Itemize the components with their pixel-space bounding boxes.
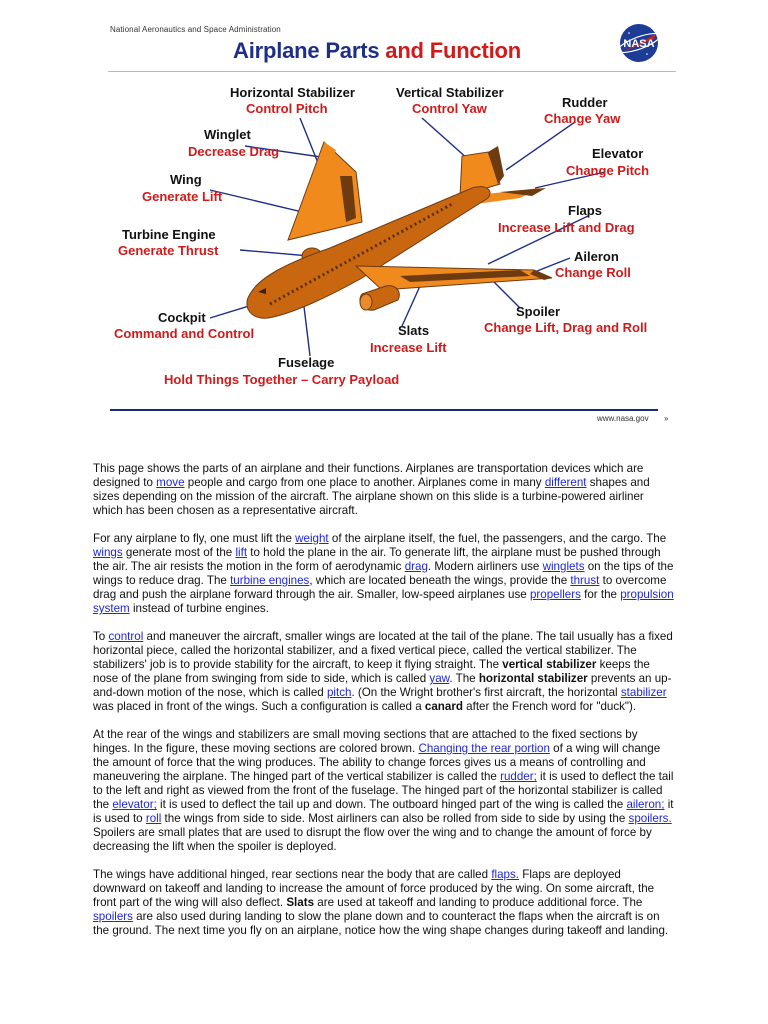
text-run: of a wing will change the amount of force that the wing produces. The ability to change forces gives us a means of controlling and maneuvering the airplane. The hinged part of the vertical stabilizer is called the bbox=[93, 742, 661, 783]
wing-function: Generate Lift bbox=[142, 189, 223, 204]
text-run: for the bbox=[580, 588, 621, 601]
article-link[interactable]: spoilers. bbox=[628, 812, 672, 825]
text-run: was placed in front of the wings. Such a configuration is called a bbox=[93, 700, 425, 713]
rudder-function: Change Yaw bbox=[544, 111, 621, 126]
spoiler-function: Change Lift, Drag and Roll bbox=[484, 320, 648, 335]
horizontal-stabilizer-function: Control Pitch bbox=[246, 101, 328, 116]
text-run: to overcome drag and push the airplane forward through the air. Smaller, low-speed airplanes use bbox=[93, 574, 667, 601]
article-link[interactable]: flaps. bbox=[491, 868, 520, 881]
winglet-label: Winglet bbox=[204, 127, 251, 142]
title-part-2: and Function bbox=[379, 38, 521, 63]
article-link[interactable]: control bbox=[108, 630, 144, 643]
wing-label: Wing bbox=[170, 172, 202, 187]
spoiler-label: Spoiler bbox=[516, 304, 561, 319]
figure-divider bbox=[110, 409, 658, 411]
article-link[interactable]: thrust bbox=[570, 574, 600, 587]
slats-function: Increase Lift bbox=[370, 340, 447, 355]
page-header bbox=[0, 0, 768, 80]
article-link[interactable]: yaw bbox=[429, 672, 450, 685]
cockpit-function: Command and Control bbox=[114, 326, 255, 341]
paragraph-stabilizers bbox=[93, 630, 675, 714]
slats-label: Slats bbox=[398, 323, 430, 338]
nasa-url: www.nasa.gov bbox=[597, 414, 649, 423]
flaps-label: Flaps bbox=[568, 203, 602, 218]
bold-term: Slats bbox=[286, 896, 315, 909]
text-run: generate most of the bbox=[122, 546, 236, 559]
text-run: The wings have additional hinged, rear sections near the body that are called bbox=[93, 868, 492, 881]
article-link[interactable]: propulsion system bbox=[93, 588, 674, 615]
text-run: shapes and sizes depending on the mission of the aircraft. The airplane shown on this slide is a turbine-powered airliner which has been chosen as a representative aircraft. bbox=[93, 476, 650, 517]
article-link[interactable]: move bbox=[156, 476, 185, 489]
text-run: keeps the nose of the plane from swinging from side to side, which is called bbox=[93, 658, 650, 685]
vertical-stabilizer-function: Control Yaw bbox=[412, 101, 487, 116]
text-run: Flaps are deployed downward on takeoff and landing to increase the amount of force produced by the wing. On some aircraft, the front part of the wing will also deflect. bbox=[93, 868, 655, 909]
text-run: . Modern airliners use bbox=[427, 560, 543, 573]
text-run: . The bbox=[449, 672, 479, 685]
article-link[interactable]: roll bbox=[145, 812, 162, 825]
text-run: people and cargo from one place to another. Airplanes come in many bbox=[184, 476, 545, 489]
article-link[interactable]: Changing the rear portion bbox=[418, 742, 550, 755]
article-link[interactable]: drag bbox=[404, 560, 428, 573]
winglet-function: Decrease Drag bbox=[188, 144, 280, 159]
text-run: and maneuver the aircraft, smaller wings are located at the tail of the plane. The tail usually has a fixed horizontal piece, called the horizontal stabilizer, and a fixed vertical piece, called the vertical stabilizer. The stabilizers' job is to provide stability for the aircraft, to keep it flying straight. The bbox=[93, 630, 673, 671]
article-link[interactable]: winglets bbox=[542, 560, 585, 573]
aileron-label: Aileron bbox=[574, 249, 619, 264]
paragraph-intro bbox=[93, 462, 675, 518]
vertical-stabilizer-label: Vertical Stabilizer bbox=[396, 85, 504, 100]
text-run: are used at takeoff and landing to produce additional force. The bbox=[314, 896, 643, 909]
article-link[interactable]: stabilizer bbox=[620, 686, 667, 699]
turbine-engine-function: Generate Thrust bbox=[118, 243, 219, 258]
text-run: it is used to deflect the tail to the left and right as viewed from the front of the fuselage. The hinged part of the horizontal stabilizer is called the bbox=[93, 770, 674, 811]
flaps-function: Increase Lift and Drag bbox=[498, 220, 635, 235]
article-link[interactable]: spoilers bbox=[93, 910, 133, 923]
text-run: At the rear of the wings and stabilizers are small moving sections that are attached to the fixed sections by hinges. In the figure, these moving sections are colored brown. bbox=[93, 728, 638, 755]
text-run: the wings from side to side. Most airliners can also be rolled from side to side by using the bbox=[161, 812, 629, 825]
title-part-1: Airplane Parts bbox=[233, 38, 380, 63]
nasa-logo-text: NASA bbox=[623, 38, 655, 50]
cockpit-label: Cockpit bbox=[158, 310, 206, 325]
paragraph-flaps-and-slats bbox=[93, 868, 675, 938]
text-run: it is used to bbox=[93, 798, 674, 825]
text-run: it is used to deflect the tail up and down. The outboard hinged part of the wing is called the bbox=[156, 798, 627, 811]
text-run: instead of turbine engines. bbox=[129, 602, 269, 615]
text-run: , which are located beneath the wings, provide the bbox=[309, 574, 571, 587]
text-run: prevents an up-and-down motion of the nose, which is called bbox=[93, 672, 672, 699]
article-body bbox=[93, 462, 675, 952]
article-link[interactable]: rudder; bbox=[500, 770, 537, 783]
turbine-engine-label: Turbine Engine bbox=[122, 227, 216, 242]
aileron-function: Change Roll bbox=[555, 265, 631, 280]
page-title bbox=[233, 38, 521, 64]
horizontal-stabilizer-label: Horizontal Stabilizer bbox=[230, 85, 355, 100]
agency-name: National Aeronautics and Space Administration bbox=[110, 25, 281, 34]
bold-term: canard bbox=[424, 700, 463, 713]
text-run: to hold the plane in the air. To generate lift, the airplane must be pushed through the air. The air resists the motion in the form of aerodynamic bbox=[93, 546, 661, 573]
elevator-label: Elevator bbox=[592, 146, 644, 161]
article-link[interactable]: pitch bbox=[326, 686, 352, 699]
elevator-function: Change Pitch bbox=[566, 163, 650, 178]
bold-term: vertical stabilizer bbox=[502, 658, 597, 671]
text-run: For any airplane to fly, one must lift the bbox=[93, 532, 296, 545]
article-link[interactable]: turbine engines bbox=[230, 574, 310, 587]
fuselage-function: Hold Things Together – Carry Payload bbox=[164, 372, 400, 387]
text-run: on the tips of the wings to reduce drag. The bbox=[93, 560, 674, 587]
bold-term: horizontal stabilizer bbox=[478, 672, 588, 685]
text-run: To bbox=[93, 630, 109, 643]
text-run: This page shows the parts of an airplane and their functions. Airplanes are transportation devices which are designed to bbox=[93, 462, 644, 489]
airplane-diagram bbox=[100, 80, 680, 423]
nasa-logo-icon bbox=[616, 22, 662, 64]
article-link[interactable]: propellers bbox=[529, 588, 581, 601]
text-run: of the airplane itself, the fuel, the passengers, and the cargo. The bbox=[328, 532, 667, 545]
text-run: after the French word for "duck"). bbox=[462, 700, 637, 713]
paragraph-lift-and-thrust bbox=[93, 532, 675, 616]
text-run: are also used during landing to slow the plane down and to counteract the flaps when the aircraft is on the ground. The next time you fly on an airplane, notice how the wing shape changes during takeoff and landing. bbox=[93, 910, 669, 937]
text-run: Spoilers are small plates that are used to disrupt the flow over the wing and to change the amount of force by decreasing the lift when the spoiler is deployed. bbox=[93, 826, 652, 853]
header-divider bbox=[108, 71, 676, 72]
article-link[interactable]: wings bbox=[93, 546, 123, 559]
article-link[interactable]: weight bbox=[295, 532, 329, 545]
article-link[interactable]: aileron; bbox=[626, 798, 665, 811]
text-run: . (On the Wright brother's first aircraft, the horizontal bbox=[351, 686, 621, 699]
fuselage-label: Fuselage bbox=[278, 355, 335, 370]
rudder-label: Rudder bbox=[562, 95, 608, 110]
article-link[interactable]: lift bbox=[235, 546, 248, 559]
nasa-mark: » bbox=[664, 414, 669, 423]
paragraph-control-surfaces bbox=[93, 728, 675, 854]
article-link[interactable]: elevator; bbox=[112, 798, 157, 811]
article-link[interactable]: different bbox=[544, 476, 587, 489]
